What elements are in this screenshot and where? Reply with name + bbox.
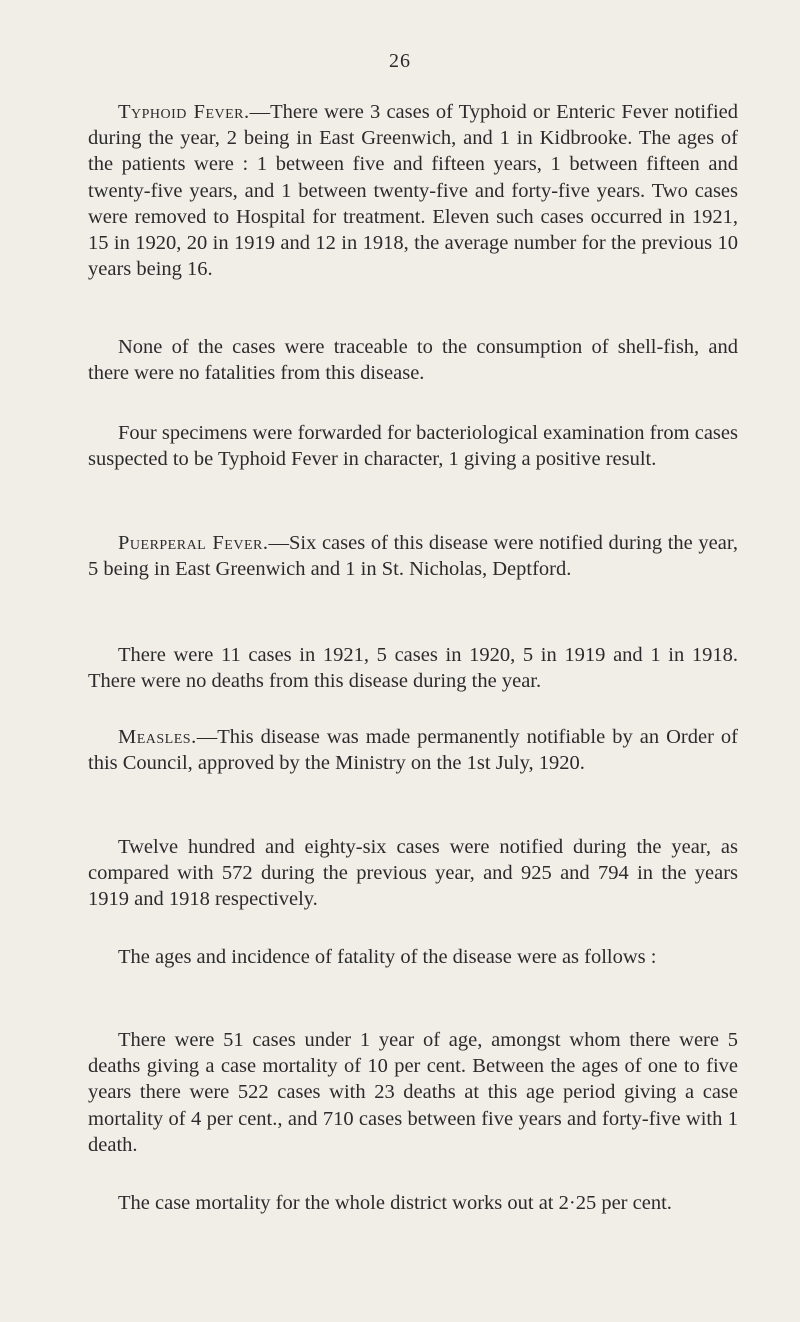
heading-typhoid-fever: Typhoid Fever. — [118, 101, 250, 123]
paragraph-ages-intro — [88, 944, 738, 970]
paragraph-text: —This disease was made permanently notifiable by an Order of this Council, approved by the Ministry on the 1st July, 1920. — [88, 726, 738, 775]
paragraph-measles-cases — [88, 834, 738, 913]
paragraph-text: The ages and incidence of fatality of the disease were as follows : — [118, 946, 657, 968]
paragraph-shellfish — [88, 334, 738, 386]
paragraph-text: Four specimens were forwarded for bacteriological examination from cases suspected to be Typhoid Fever in character, 1 giving a positive result. — [88, 422, 738, 471]
paragraph-case-mortality — [88, 1190, 738, 1216]
paragraph-ages-detail — [88, 1027, 738, 1158]
paragraph-typhoid-fever — [88, 99, 738, 282]
paragraph-text: The case mortality for the whole district works out at 2·25 per cent. — [118, 1192, 672, 1214]
paragraph-text: There were 11 cases in 1921, 5 cases in 1920, 5 in 1919 and 1 in 1918. There were no deaths from this disease during the year. — [88, 644, 738, 693]
paragraph-puerperal-history — [88, 642, 738, 694]
paragraph-text: There were 51 cases under 1 year of age, amongst whom there were 5 deaths giving a case mortality of 10 per cent. Between the ages of one to five years there were 522 cases with 23 deaths at this age period giving a case mortality of 4 per cent., and 710 cases between five years and forty-five with 1 death. — [88, 1029, 738, 1156]
paragraph-specimens — [88, 420, 738, 472]
paragraph-text: —There were 3 cases of Typhoid or Enteric Fever notified during the year, 2 being in East Greenwich, and 1 in Kidbrooke. The ages of the patients were : 1 between five and fifteen years, 1 between fifteen and twenty-five years, and 1 between twenty-five and forty-five years. Two cases were removed to Hospital for treatment. Eleven such cases occurred in 1921, 15 in 1920, 20 in 1919 and 12 in 1918, the average number for the previous 10 years being 16. — [88, 101, 738, 281]
heading-measles: Measles. — [118, 726, 197, 748]
paragraph-puerperal-fever — [88, 530, 738, 582]
paragraph-text: Twelve hundred and eighty-six cases were notified during the year, as compared with 572 during the previous year, and 925 and 794 in the years 1919 and 1918 respectively. — [88, 836, 738, 911]
page-number: 26 — [389, 50, 411, 72]
paragraph-text: —Six cases of this disease were notified during the year, 5 being in East Greenwich and 1 in St. Nicholas, Deptford. — [88, 532, 738, 581]
heading-puerperal-fever: Puerperal Fever. — [118, 532, 269, 554]
paragraph-text: None of the cases were traceable to the consumption of shell-fish, and there were no fatalities from this disease. — [88, 336, 738, 385]
paragraph-measles — [88, 724, 738, 776]
